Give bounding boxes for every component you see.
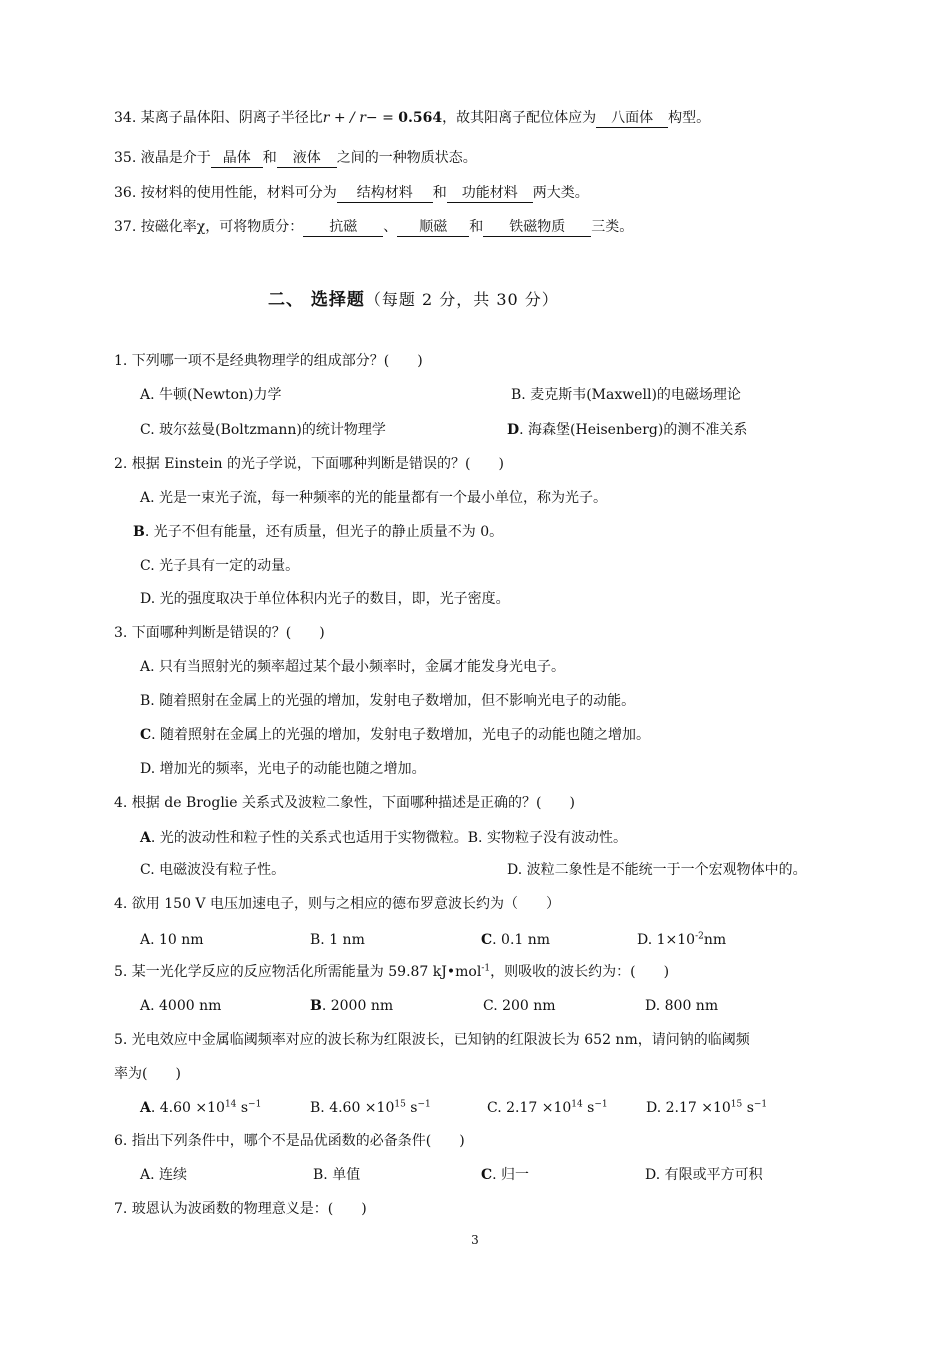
answer-blank: 抗磁 (303, 219, 383, 237)
option-text: . 归一 (492, 1167, 530, 1183)
answer-blank: 功能材料 (447, 185, 533, 203)
answer-marked-letter: C (481, 1167, 493, 1183)
option-unit: s (742, 1100, 754, 1116)
option-text: . 随着照射在金属上的光强的增加，发射电子数增加，光电子的动能也随之增加。 (151, 727, 651, 743)
answer-blank: 液体 (277, 150, 337, 168)
section-title: 二、 选择题 (268, 290, 365, 310)
question-2-option-d: D. 光的强度取决于单位体积内光子的数目，即，光子密度。 (140, 591, 510, 607)
formula: r + / r− = (322, 110, 399, 126)
option-text: . 2000 nm (321, 998, 394, 1014)
option-unit: s (582, 1100, 595, 1116)
question-5b-stem-line1: 5. 光电效应中金属临阈频率对应的波长称为红限波长，已知钠的红限波长为 652 nm，请问钠的临阈频 (114, 1032, 750, 1048)
option-text: D. 1×10 (637, 932, 696, 948)
question-number: 35. (114, 150, 137, 166)
question-4b-option-c (481, 930, 550, 950)
exponent: 15 (394, 1099, 406, 1110)
question-4-option-c: C. 电磁波没有粒子性。 (140, 862, 286, 878)
question-5-option-d: D. 800 nm (645, 998, 719, 1014)
answer-marked-letter: A (140, 830, 151, 846)
option-text: . 海森堡(Heisenberg)的测不准关系 (519, 422, 748, 438)
question-5b-option-a (140, 1098, 261, 1118)
question-5b-option-d (646, 1098, 767, 1118)
answer-blank: 八面体 (596, 110, 668, 128)
question-3-option-d: D. 增加光的频率，光电子的动能也随之增加。 (140, 761, 426, 777)
page-number: 3 (471, 1233, 479, 1247)
answer-marked-letter: B (310, 998, 322, 1014)
question-5-stem (114, 962, 669, 982)
exponent: 15 (730, 1099, 743, 1110)
question-text: 5. 某一光化学反应的反应物活化所需能量为 59.87 kJ•mol (114, 964, 482, 980)
option-unit: s (236, 1100, 249, 1116)
question-1-option-a: A. 牛顿(Newton)力学 (140, 387, 282, 403)
question-1-option-c: C. 玻尔兹曼(Boltzmann)的统计物理学 (140, 422, 386, 438)
question-number: 36. (114, 185, 137, 201)
question-5b-option-c (487, 1098, 608, 1118)
question-2-stem: 2. 根据 Einstein 的光子学说，下面哪种判断是错误的？( ) (114, 456, 504, 472)
question-text: 三类。 (591, 219, 634, 235)
question-text: 按磁化率χ，可将物质分： (140, 219, 304, 235)
fill-in-35 (114, 148, 477, 168)
option-text: . 光子不但有能量，还有质量，但光子的静止质量不为 0。 (144, 524, 504, 540)
question-text: 、 (383, 219, 398, 235)
exponent: -1 (481, 963, 491, 974)
question-3-option-a: A. 只有当照射光的频率超过某个最小频率时，金属才能发身光电子。 (140, 659, 566, 675)
option-text: B. 4.60 ×10 (310, 1100, 395, 1116)
formula-value: 0.564 (398, 110, 443, 126)
question-text: 和 (432, 185, 447, 201)
question-4-option-d: D. 波粒二象性是不能统一于一个宏观物体中的。 (507, 862, 807, 878)
question-text: 按材料的使用性能，材料可分为 (140, 185, 337, 201)
question-1-stem: 1. 下列哪一项不是经典物理学的组成部分？( ) (114, 353, 423, 369)
question-text: 和 (262, 150, 277, 166)
question-text: ，故其阳离子配位体应为 (442, 110, 597, 126)
option-text: C. 2.17 ×10 (487, 1100, 572, 1116)
question-text: 和 (469, 219, 484, 235)
fill-in-34 (114, 108, 710, 128)
question-text: 两大类。 (532, 185, 589, 201)
question-5b-option-b (310, 1098, 431, 1118)
question-4-stem: 4. 根据 de Broglie 关系式及波粒二象性，下面哪种描述是正确的？( ) (114, 795, 575, 811)
fill-in-37 (114, 217, 633, 237)
question-text: ，则吸收的波长约为：( ) (490, 964, 670, 980)
question-3-option-c (140, 725, 650, 745)
question-4b-stem: 4. 欲用 150 V 电压加速电子，则与之相应的德布罗意波长约为（ ） (114, 896, 560, 912)
answer-marked-letter: D (507, 422, 520, 438)
question-text: 构型。 (668, 110, 711, 126)
answer-blank: 铁磁物质 (483, 219, 591, 237)
question-5-option-a: A. 4000 nm (140, 998, 222, 1014)
question-5-option-c: C. 200 nm (483, 998, 556, 1014)
question-2-option-a: A. 光是一束光子流，每一种频率的光的能量都有一个最小单位，称为光子。 (140, 490, 608, 506)
question-6-stem: 6. 指出下列条件中，哪个不是品优函数的必备条件( ) (114, 1133, 465, 1149)
question-number: 37. (114, 219, 137, 235)
question-6-option-d: D. 有限或平方可积 (645, 1167, 763, 1183)
question-1-option-b: B. 麦克斯韦(Maxwell)的电磁场理论 (511, 387, 741, 403)
question-7-stem: 7. 玻恩认为波函数的物理意义是：( ) (114, 1201, 367, 1217)
option-text: . 0.1 nm (492, 932, 551, 948)
answer-marked-letter: B (133, 524, 145, 540)
answer-blank: 晶体 (211, 150, 263, 168)
option-unit: nm (703, 932, 727, 948)
exponent: 14 (224, 1099, 237, 1110)
question-4b-option-a: A. 10 nm (140, 932, 204, 948)
question-3-option-b: B. 随着照射在金属上的光强的增加，发射电子数增加，但不影响光电子的动能。 (140, 693, 636, 709)
section-subtitle: （每题 2 分，共 30 分） (364, 290, 559, 309)
section-heading (268, 285, 559, 310)
answer-marked-letter: C (140, 727, 152, 743)
exponent: −1 (753, 1099, 768, 1110)
exponent: -2 (695, 931, 704, 942)
answer-blank: 结构材料 (337, 185, 433, 203)
question-text: 液晶是介于 (140, 150, 211, 166)
question-6-option-b: B. 单值 (313, 1167, 361, 1183)
option-text: . 光的波动性和粒子性的关系式也适用于实物微粒。B. 实物粒子没有波动性。 (150, 830, 627, 846)
question-4-option-a (140, 828, 627, 848)
fill-in-36 (114, 183, 589, 203)
answer-marked-letter: C (481, 932, 493, 948)
question-5b-stem-line2: 率为( ) (114, 1066, 181, 1082)
question-number: 34. (114, 110, 137, 126)
question-4b-option-d (637, 930, 726, 950)
exponent: −1 (594, 1099, 608, 1110)
question-2-option-c: C. 光子具有一定的动量。 (140, 558, 300, 574)
question-text: 某离子晶体阳、阴离子半径比 (140, 110, 323, 126)
exponent: −1 (417, 1099, 431, 1110)
answer-blank: 顺磁 (397, 219, 469, 237)
question-3-stem: 3. 下面哪种判断是错误的？( ) (114, 625, 325, 641)
exponent: 14 (571, 1099, 583, 1110)
question-6-option-c (481, 1165, 529, 1185)
option-text: . 4.60 ×10 (150, 1100, 225, 1116)
question-4b-option-b: B. 1 nm (310, 932, 365, 948)
question-2-option-b (133, 522, 503, 542)
question-5-option-b (310, 996, 393, 1016)
option-unit: s (405, 1100, 418, 1116)
question-6-option-a: A. 连续 (140, 1167, 188, 1183)
question-1-option-d (507, 420, 747, 440)
answer-marked-letter: A (140, 1100, 151, 1116)
option-text: D. 2.17 ×10 (646, 1100, 731, 1116)
question-text: 之间的一种物质状态。 (336, 150, 477, 166)
exponent: −1 (248, 1099, 262, 1110)
